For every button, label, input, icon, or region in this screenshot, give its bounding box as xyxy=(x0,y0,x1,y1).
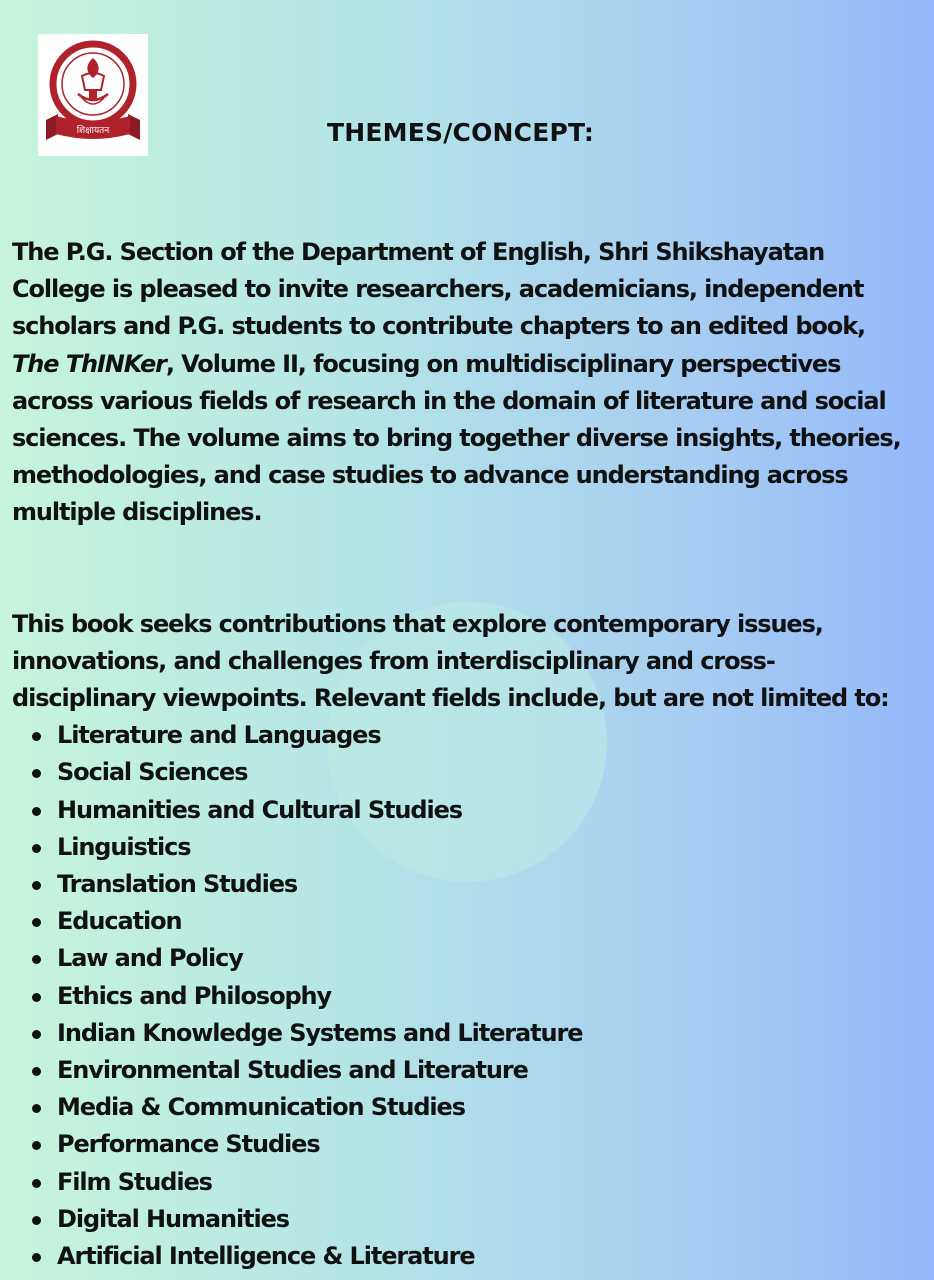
intro-line: scholars and P.G. students to contribute chapters to an edited book, xyxy=(12,312,866,341)
book-title: The ThINKer xyxy=(12,349,166,378)
list-item: Indian Knowledge Systems and Literature xyxy=(32,1015,932,1052)
section-title: THEMES/CONCEPT: xyxy=(327,118,595,147)
college-logo xyxy=(38,34,148,156)
list-item: Linguistics xyxy=(32,829,932,866)
scope-paragraph xyxy=(12,606,932,1276)
intro-line: sciences. The volume aims to bring together diverse insights, theories, xyxy=(12,424,901,453)
college-seal-icon xyxy=(38,34,148,156)
scope-line: innovations, and challenges from interdisciplinary and cross- xyxy=(12,646,775,675)
intro-line: across various fields of research in the domain of literature and social xyxy=(12,386,886,415)
intro-line: College is pleased to invite researchers, academicians, independent xyxy=(12,275,864,304)
list-item: Artificial Intelligence & Literature xyxy=(32,1238,932,1275)
intro-paragraph xyxy=(12,234,932,532)
fields-list xyxy=(12,717,932,1275)
list-item: Media & Communication Studies xyxy=(32,1089,932,1126)
intro-line: multiple disciplines. xyxy=(12,498,262,527)
scope-line: This book seeks contributions that explore contemporary issues, xyxy=(12,609,823,638)
list-item: Environmental Studies and Literature xyxy=(32,1052,932,1089)
list-item: Social Sciences xyxy=(32,754,932,791)
list-item: Film Studies xyxy=(32,1164,932,1201)
seal-ribbon-text: शिक्षायतन xyxy=(76,126,110,136)
list-item: Ethics and Philosophy xyxy=(32,978,932,1015)
list-item: Literature and Languages xyxy=(32,717,932,754)
list-item: Performance Studies xyxy=(32,1126,932,1163)
list-item: Digital Humanities xyxy=(32,1201,932,1238)
main-content xyxy=(12,234,932,1275)
intro-line-rest: , Volume II, focusing on multidisciplinary perspectives xyxy=(165,349,841,378)
scope-line: disciplinary viewpoints. Relevant fields include, but are not limited to: xyxy=(12,684,889,713)
intro-line: methodologies, and case studies to advance understanding across xyxy=(12,461,848,490)
list-item: Education xyxy=(32,903,932,940)
list-item: Law and Policy xyxy=(32,940,932,977)
list-item: Translation Studies xyxy=(32,866,932,903)
intro-line xyxy=(12,346,932,383)
list-item: Humanities and Cultural Studies xyxy=(32,792,932,829)
intro-line: The P.G. Section of the Department of English, Shri Shikshayatan xyxy=(12,238,825,266)
